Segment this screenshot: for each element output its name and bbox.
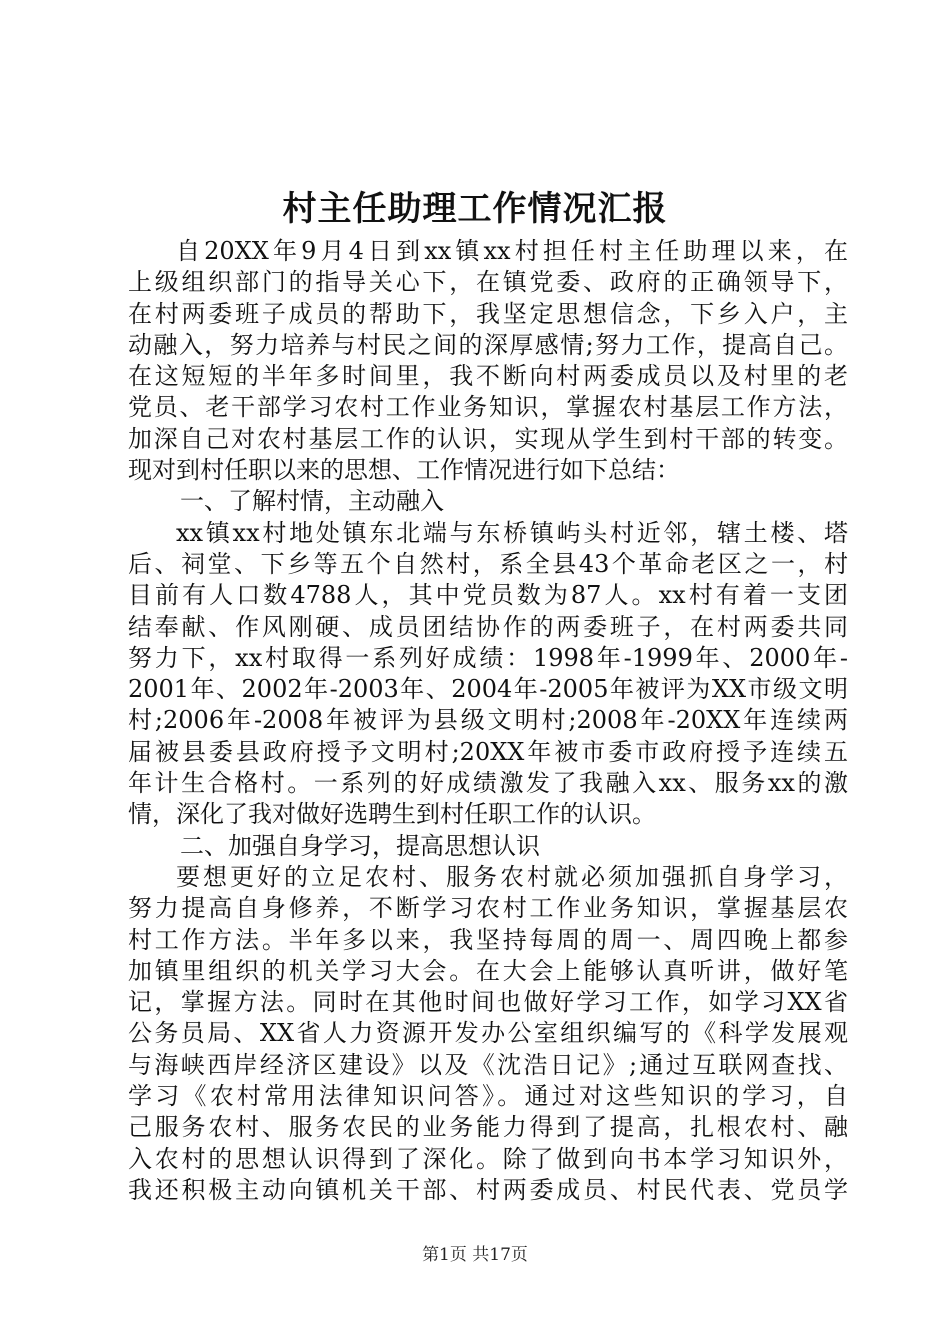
paragraph-line: 届被县委县政府授予文明村;20XX年被市委市政府授予连续五: [128, 737, 848, 766]
paragraph-line: 村工作方法。半年多以来，我坚持每周的周一、周四晚上都参: [128, 925, 848, 954]
section-heading: 二、加强自身学习，提高思想认识: [180, 831, 540, 860]
paragraph-line: 后、祠堂、下乡等五个自然村，系全县43个革命老区之一，村: [128, 549, 848, 578]
paragraph-line: 加镇里组织的机关学习大会。在大会上能够认真听讲，做好笔: [128, 956, 848, 985]
paragraph-line: 在这短短的半年多时间里，我不断向村两委成员以及村里的老: [128, 362, 848, 391]
paragraph-line: 村;2006年-2008年被评为县级文明村;2008年-20XX年连续两: [128, 706, 848, 735]
paragraph-line: 入农村的思想认识得到了深化。除了做到向书本学习知识外，: [128, 1144, 848, 1173]
paragraph-line: 情，深化了我对做好选聘生到村任职工作的认识。: [128, 800, 656, 829]
paragraph-line: 现对到村任职以来的思想、工作情况进行如下总结：: [128, 456, 680, 485]
paragraph-line: 动融入，努力培养与村民之间的深厚感情;努力工作，提高自己。: [128, 330, 848, 359]
paragraph-line: 努力下，xx村取得一系列好成绩：1998年-1999年、2000年-: [128, 643, 848, 672]
paragraph-line: 结奉献、作风刚硬、成员团结协作的两委班子，在村两委共同: [128, 612, 848, 641]
section-heading: 一、了解村情，主动融入: [180, 487, 444, 516]
document-body: [128, 236, 848, 1206]
paragraph-line: 我还积极主动向镇机关干部、村两委成员、村民代表、党员学: [128, 1175, 848, 1204]
paragraph-line: 加深自己对农村基层工作的认识，实现从学生到村干部的转变。: [128, 424, 848, 453]
document-title: 村主任助理工作情况汇报: [282, 189, 668, 229]
paragraph-line: 在村两委班子成员的帮助下，我坚定思想信念，下乡入户，主: [128, 299, 848, 328]
paragraph-line: 党员、老干部学习农村工作业务知识，掌握农村基层工作方法，: [128, 393, 848, 422]
paragraph-line: 要想更好的立足农村、服务农村就必须加强抓自身学习，: [176, 862, 848, 891]
paragraph-line: 年计生合格村。一系列的好成绩激发了我融入xx、服务xx的激: [128, 769, 848, 798]
paragraph-line: 目前有人口数4788人，其中党员数为87人。xx村有着一支团: [128, 581, 848, 610]
paragraph-line: 学习《农村常用法律知识问答》。通过对这些知识的学习，自: [128, 1082, 848, 1111]
paragraph-line: 与海峡西岸经济区建设》以及《沈浩日记》;通过互联网查找、: [128, 1050, 848, 1079]
paragraph-line: xx镇xx村地处镇东北端与东桥镇屿头村近邻，辖土楼、塔: [176, 518, 848, 547]
paragraph-line: 记，掌握方法。同时在其他时间也做好学习工作，如学习XX省: [128, 988, 848, 1017]
paragraph-line: 己服务农村、服务农民的业务能力得到了提高，扎根农村、融: [128, 1113, 848, 1142]
paragraph-line: 自20XX年9月4日到xx镇xx村担任村主任助理以来，在: [176, 237, 848, 265]
paragraph-line: 公务员局、XX省人力资源开发办公室组织编写的《科学发展观: [128, 1019, 848, 1048]
page-number-footer: 第1页 共17页: [422, 1245, 528, 1265]
paragraph-line: 2001年、2002年-2003年、2004年-2005年被评为XX市级文明: [128, 675, 848, 704]
paragraph-line: 努力提高自身修养，不断学习农村工作业务知识，掌握基层农: [128, 894, 848, 923]
paragraph-line: 上级组织部门的指导关心下，在镇党委、政府的正确领导下，: [128, 268, 848, 297]
